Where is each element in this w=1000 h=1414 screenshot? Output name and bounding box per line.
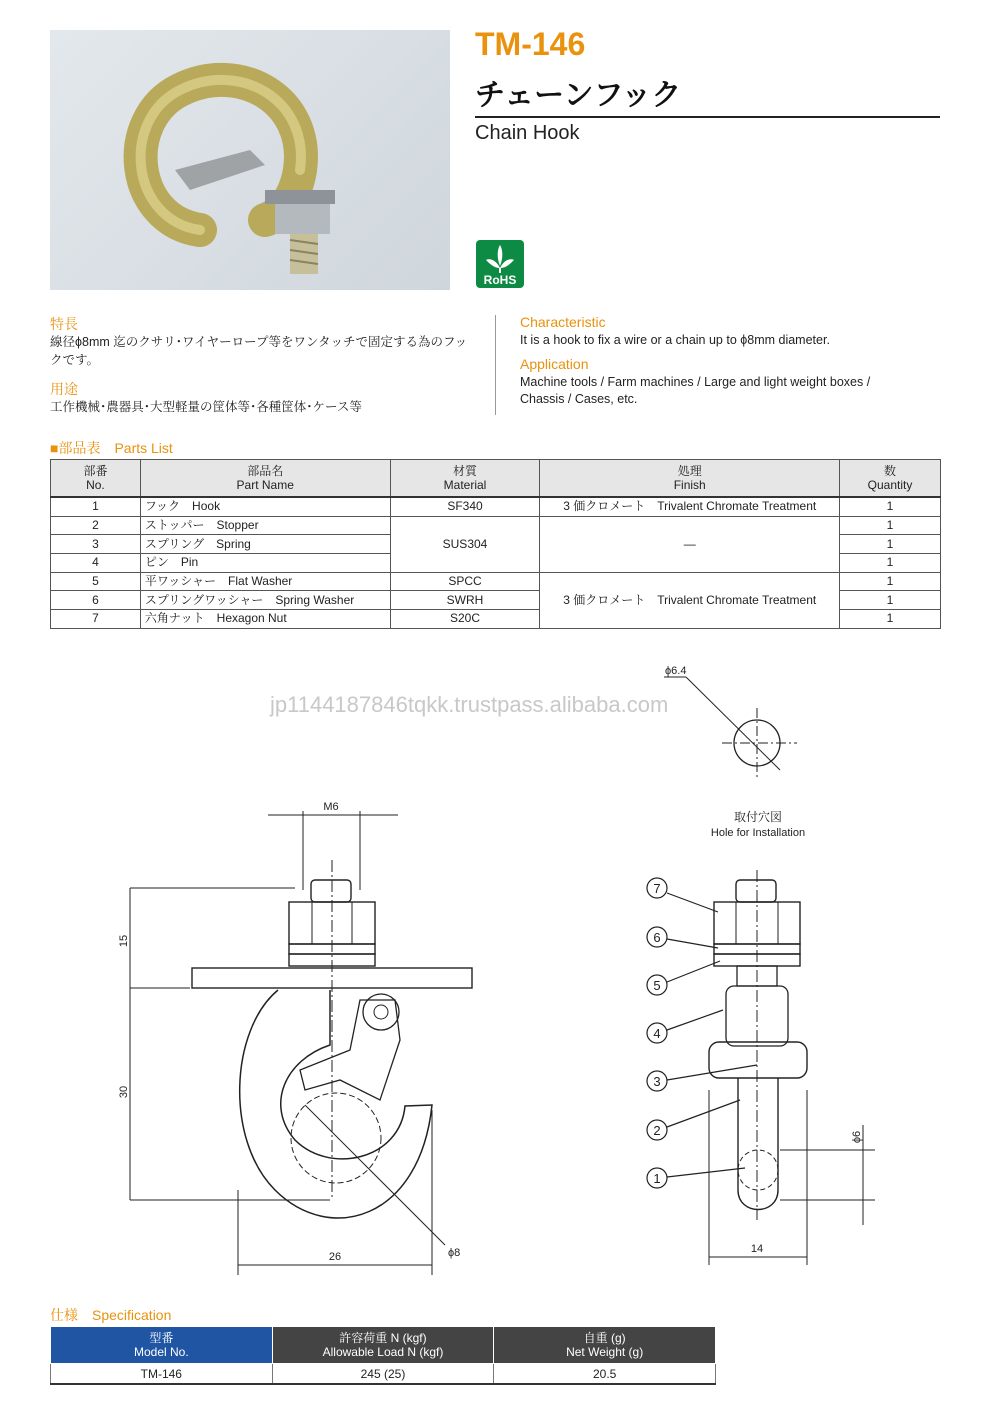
application-text-en-2: Chassis / Cases, etc. [520, 392, 638, 406]
dim-15: 15 [118, 934, 130, 948]
application-text-jp: 工作機械･農器具･大型軽量の筐体等･各種筐体･ケース等 [50, 400, 362, 414]
dim-phi6: ϕ6 [851, 1130, 863, 1144]
spec-load-value: 245 (25) [272, 1364, 494, 1385]
table-row [51, 1364, 716, 1385]
balloon-4: 4 [653, 1026, 661, 1041]
balloon-1: 1 [653, 1171, 661, 1186]
model-number: TM-146 [475, 26, 586, 62]
dim-phi8: ϕ8 [448, 1247, 461, 1259]
dim-30: 30 [118, 1085, 130, 1099]
product-photo [50, 30, 450, 290]
application-heading-en: Application [520, 356, 589, 372]
characteristic-heading-en: Characteristic [520, 314, 606, 330]
parts-header-row [51, 460, 941, 498]
parts-table [50, 459, 941, 629]
balloon-3: 3 [653, 1074, 661, 1089]
spec-col-model: 型番 Model No. [51, 1327, 273, 1364]
technical-drawing [0, 640, 1000, 1290]
spec-weight-value: 20.5 [494, 1364, 716, 1385]
balloon-2: 2 [653, 1123, 661, 1138]
parts-list-heading: ■部品表 Parts List [50, 440, 173, 456]
product-title-en: Chain Hook [475, 122, 580, 144]
col-no: 部番 No. [51, 460, 141, 498]
dim-14: 14 [750, 1243, 764, 1255]
spec-col-load: 許容荷重 N (kgf) Allowable Load N (kgf) [272, 1327, 494, 1364]
product-title-jp: チェーンフック [475, 78, 682, 113]
watermark: jp1144187846tqkk.trustpass.alibaba.com [270, 692, 669, 717]
dim-hole-diameter: ϕ6.4 [665, 665, 687, 677]
dim-26: 26 [328, 1251, 342, 1263]
balloon-7: 7 [653, 881, 661, 896]
col-part-name: 部品名 Part Name [140, 460, 390, 498]
spec-model-value: TM-146 [51, 1364, 273, 1385]
application-text-en-1: Machine tools / Farm machines / Large and light weight boxes / [520, 375, 871, 389]
col-finish: 処理 Finish [540, 460, 840, 498]
specification-heading: 仕様 Specification [50, 1307, 172, 1323]
column-divider [495, 315, 496, 415]
spec-col-weight: 自重 (g) Net Weight (g) [494, 1327, 716, 1364]
characteristic-heading-jp: 特長 [50, 316, 78, 332]
characteristic-text-jp: 線径ϕ8mm 迄のクサリ･ワイヤーロープ等をワンタッチで固定する為のフックです。 [50, 335, 468, 367]
hole-caption-jp: 取付穴図 [733, 810, 783, 824]
characteristic-text-en: It is a hook to fix a wire or a chain up to ϕ8mm diameter. [520, 333, 830, 347]
balloon-6: 6 [653, 930, 661, 945]
col-material: 材質 Material [390, 460, 540, 498]
rohs-label: RoHS [483, 273, 517, 287]
table-row: 5 平ワッシャー Flat Washer SPCC 3 価クロメート Trivalent Chromate Treatment 1 [51, 572, 941, 591]
table-row: 4 ピン Pin 1 [51, 554, 941, 573]
col-quantity: 数 Quantity [840, 460, 941, 498]
table-row: 3 スプリング Spring 1 [51, 535, 941, 554]
spec-table [50, 1326, 716, 1385]
balloon-5: 5 [653, 978, 661, 993]
table-row: 1 フック Hook SF340 3 価クロメート Trivalent Chromate Treatment 1 [51, 497, 941, 516]
table-row: 6 スプリングワッシャー Spring Washer SWRH 1 [51, 591, 941, 610]
dim-m6: M6 [323, 801, 339, 813]
table-row: 2 ストッパー Stopper SUS304 — 1 [51, 516, 941, 535]
hole-caption-en: Hole for Installation [710, 827, 806, 839]
title-divider [475, 116, 940, 118]
table-row: 7 六角ナット Hexagon Nut S20C 1 [51, 610, 941, 629]
application-heading-jp: 用途 [50, 381, 78, 397]
